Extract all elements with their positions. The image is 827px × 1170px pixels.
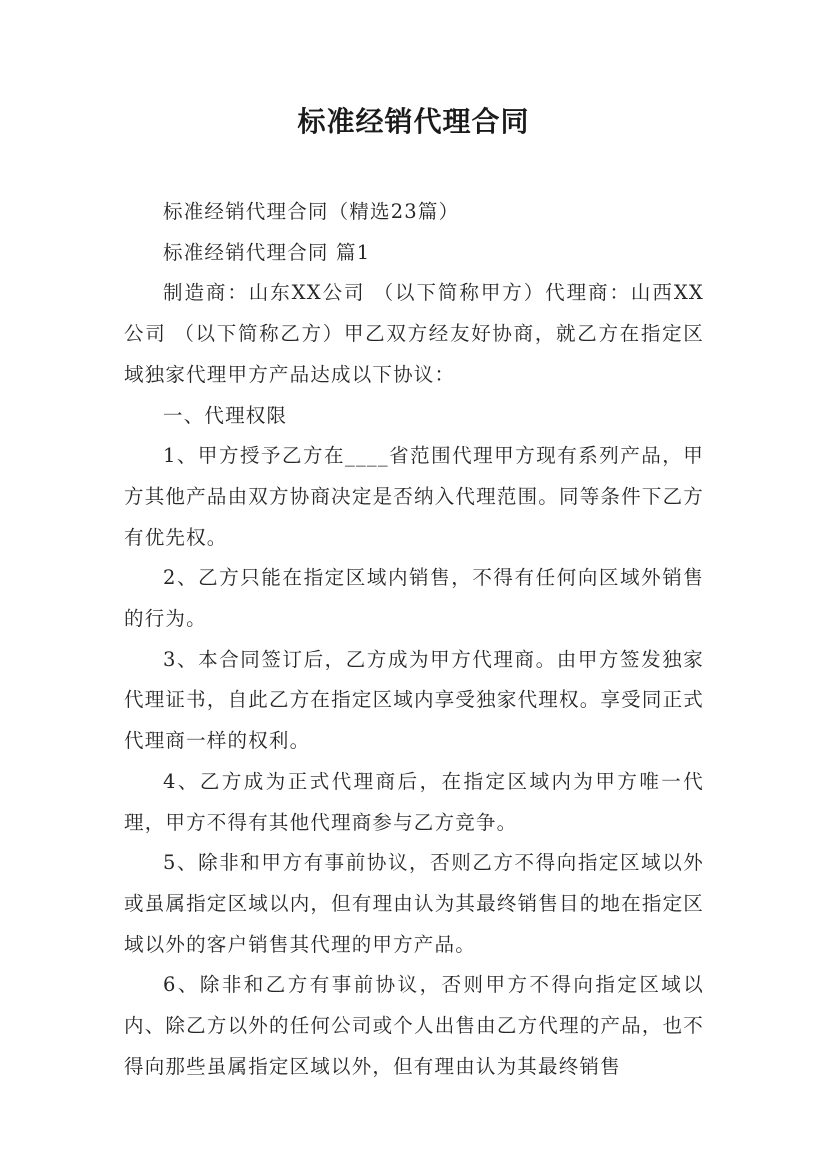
paragraph-parties: 制造商：山东XX公司 （以下简称甲方）代理商：山西XX公司 （以下简称乙方）甲乙双方经友好协商，就乙方在指定区域独家代理甲方产品达成以下协议： [124,281,704,386]
paragraph-clause-4: 4、乙方成为正式代理商后，在指定区域内为甲方唯一代理，甲方不得有其他代理商参与乙方竞争。 [124,769,704,834]
paragraph-clause-heading: 一、代理权限 [163,403,288,427]
paragraph-section-heading: 标准经销代理合同 篇1 [163,240,371,264]
paragraph-clause-6: 6、除非和乙方有事前协议，否则甲方不得向指定区域以内、除乙方以外的任何公司或个人出售由乙方代理的产品，也不得向那些虽属指定区域以外，但有理由认为其最终销售 [124,973,704,1078]
paragraph-clause-5: 5、除非和甲方有事前协议，否则乙方不得向指定区域以外或虽属指定区域以内，但有理由认为其最终销售目的地在指定区域以外的客户销售其代理的甲方产品。 [124,851,704,956]
paragraph-clause-3: 3、本合同签订后，乙方成为甲方代理商。由甲方签发独家代理证书，自此乙方在指定区域内享受独家代理权。享受同正式代理商一样的权利。 [124,647,704,753]
document-title: 标准经销代理合同 [297,105,530,138]
document-body [124,192,704,1087]
paragraph-subtitle: 标准经销代理合同（精选23篇） [163,200,460,223]
paragraph-clause-2: 2、乙方只能在指定区域内销售，不得有任何向区域外销售的行为。 [124,566,704,631]
paragraph-clause-1: 1、甲方授予乙方在____省范围代理甲方现有系列产品，甲方其他产品由双方协商决定是否纳入代理范围。同等条件下乙方有优先权。 [124,444,704,549]
